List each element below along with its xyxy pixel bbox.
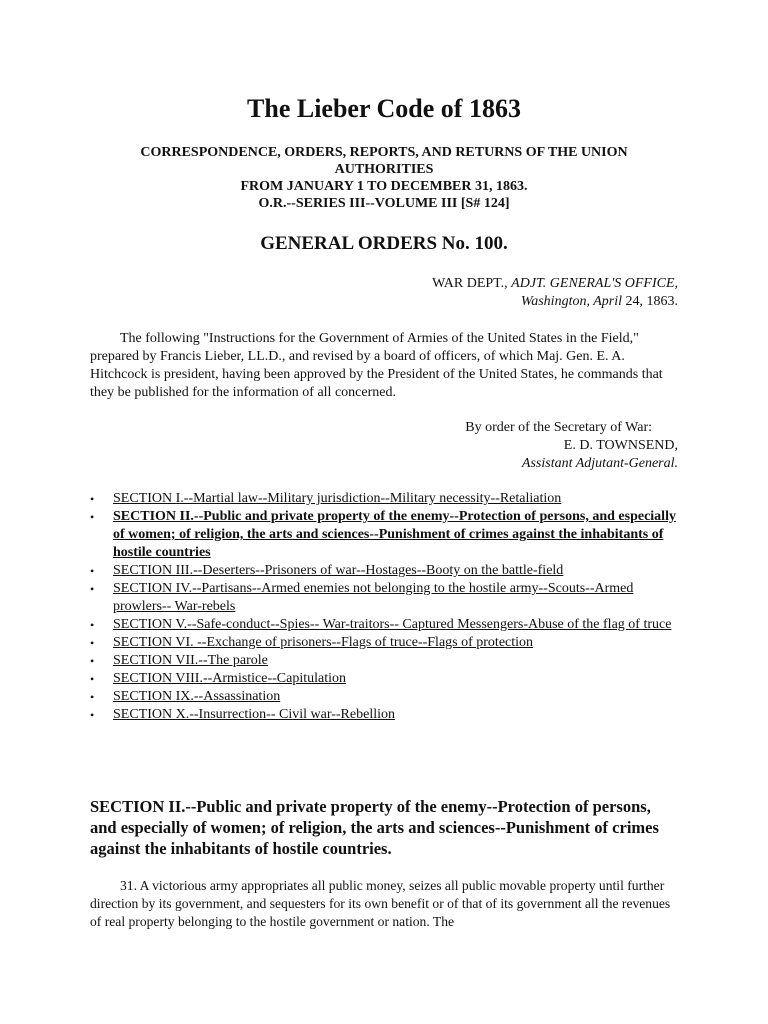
section-link-8[interactable]: SECTION VIII.--Armistice--Capitulation [113,671,347,686]
list-item [90,706,678,724]
list-item [90,688,678,706]
section-link-5[interactable]: SECTION V.--Safe-conduct--Spies-- War-traitors-- Captured Messengers-Abuse of the flag of truce [113,617,672,632]
signature-title [465,455,678,473]
signature-name: E. D. TOWNSEND, [563,438,678,453]
bullet-icon: • [90,582,95,596]
section-ii-heading: SECTION II.--Public and private property of the enemy--Protection of persons, and especially of women; of religion, the arts and sciences--Punishment of crimes against the inhabitants of hostile countries. [90,797,659,858]
list-item [90,616,678,634]
list-item [90,670,678,688]
dateline-line2 [432,293,678,311]
dateline-office: ADJT. GENERAL'S OFFICE, [511,276,678,291]
subheading-line: O.R.--SERIES III--VOLUME III [S# 124] [258,196,510,211]
bullet-icon: • [90,510,95,524]
bullet-icon: • [90,708,95,722]
subheading-line: AUTHORITIES [334,162,434,177]
section-link-10[interactable]: SECTION X.--Insurrection-- Civil war--Rebellion [113,707,395,722]
dateline-date: 24, 1863. [622,294,678,309]
section-link-1[interactable]: SECTION I.--Martial law--Military jurisdiction--Military necessity--Retaliation [113,491,562,506]
bullet-icon: • [90,492,95,506]
list-item [90,562,678,580]
general-orders-heading: GENERAL ORDERS No. 100. [260,233,508,254]
list-item [90,652,678,670]
list-item [90,580,678,616]
bullet-icon: • [90,654,95,668]
section-link-2[interactable]: SECTION II.--Public and private property of the enemy--Protection of persons, and especially of women; of religion, the arts and sciences--Punishment of crimes against the inhabitants of hostile countries [113,509,676,560]
section-link-7[interactable]: SECTION VII.--The parole [113,653,268,668]
section-link-9[interactable]: SECTION IX.--Assassination [113,689,281,704]
signature-title-text: Assistant Adjutant-General. [521,456,678,471]
section-link-3[interactable]: SECTION III.--Deserters--Prisoners of war--Hostages--Booty on the battle-field [113,563,564,578]
list-item [90,508,678,562]
dateline [432,275,678,311]
intro-paragraph: The following "Instructions for the Government of Armies of the United States in the Field," prepared by Francis Lieber, LL.D., and revised by a board of officers, of which Maj. Gen. E. A. Hitchcock is president, having been approved by the President of the United States, he commands that they be published for the information of all concerned. [90,331,663,400]
bullet-icon: • [90,672,95,686]
bullet-icon: • [90,564,95,578]
document-title: The Lieber Code of 1863 [247,94,521,123]
list-item [90,490,678,508]
bullet-icon: • [90,636,95,650]
section-list [90,490,678,724]
section-link-6[interactable]: SECTION VI. --Exchange of prisoners--Flags of truce--Flags of protection [113,635,534,650]
dateline-dept: WAR DEPT., [432,276,512,291]
subheading-line: CORRESPONDENCE, ORDERS, REPORTS, AND RETURNS OF THE UNION [140,145,628,160]
dateline-place: Washington, April [520,294,622,309]
list-item [90,634,678,652]
signature-block [465,419,678,473]
dateline-line1 [432,275,678,293]
document-subheading [90,144,678,212]
bullet-icon: • [90,618,95,632]
signature-authority: By order of the Secretary of War: [465,420,652,435]
bullet-icon: • [90,690,95,704]
article-31-paragraph: 31. A victorious army appropriates all public money, seizes all public movable property until further direction by its government, and sequesters for its own benefit or of that of its government all the revenues of real property belonging to the hostile government or nation. The [90,878,671,929]
section-link-4[interactable]: SECTION IV.--Partisans--Armed enemies not belonging to the hostile army--Scouts--Armed prowlers-- War-rebels [113,581,634,614]
subheading-line: FROM JANUARY 1 TO DECEMBER 31, 1863. [240,179,528,194]
